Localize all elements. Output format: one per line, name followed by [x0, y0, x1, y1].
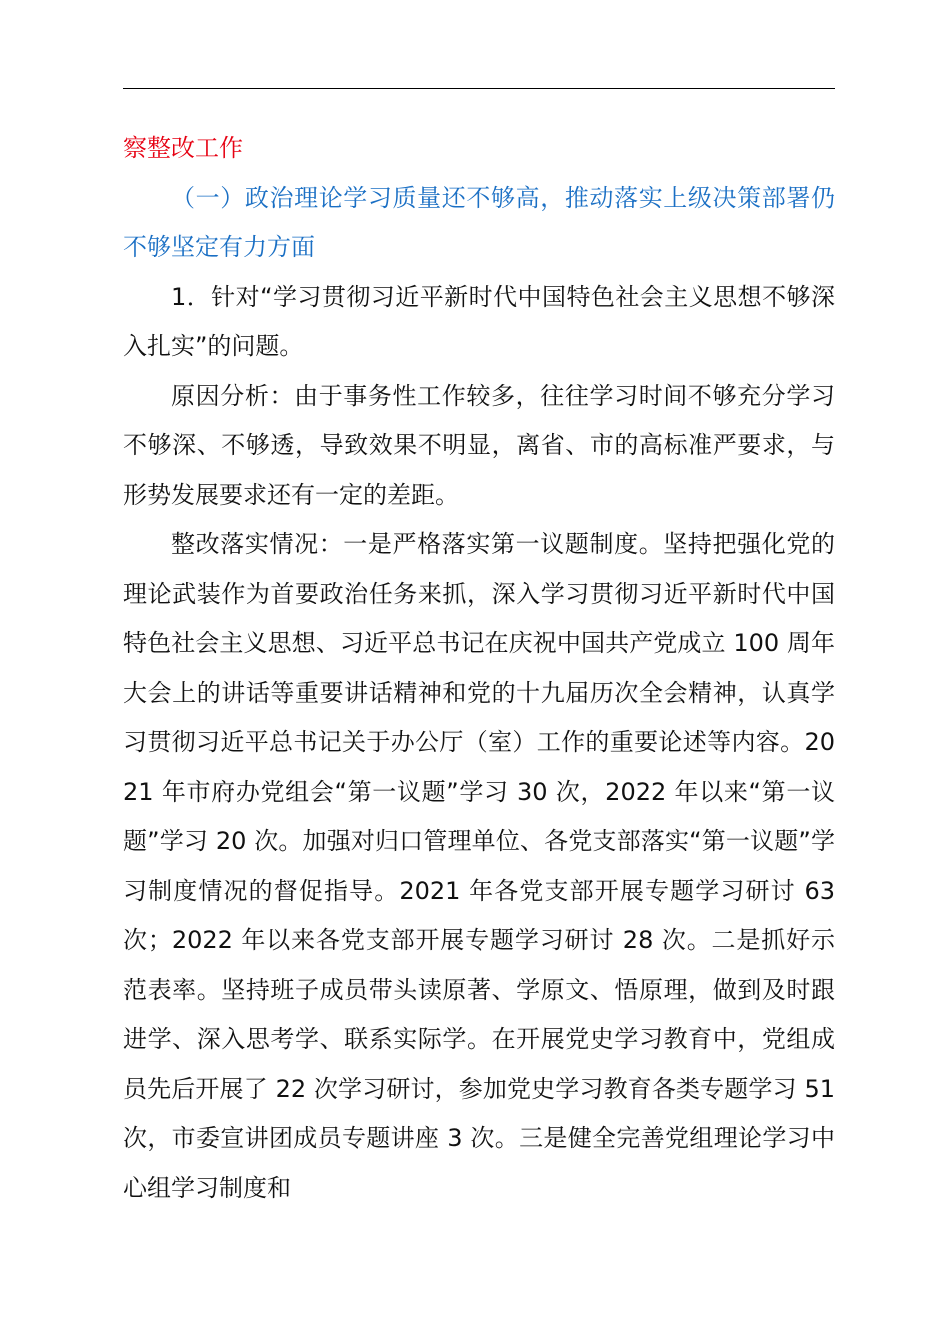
document-body: [123, 124, 835, 1213]
header-rule: [123, 88, 835, 89]
item-title: 1．针对“学习贯彻习近平新时代中国特色社会主义思想不够深入扎实”的问题。: [123, 282, 835, 360]
continued-heading: 察整改工作: [123, 134, 243, 162]
rectification-paragraph: 整改落实情况：一是严格落实第一议题制度。坚持把强化党的理论武装作为首要政治任务来抓，深入学习贯彻习近平新时代中国特色社会主义思想、习近平总书记在庆祝中国共产党成立 100 周年大会上的讲话等重要讲话精神和党的十九届历次全会精神，认真学习贯彻习近平总书记关于办公厅（室）工作的重要论述等内容。2021 年市府办党组会“第一议题”学习 30 次，2022 年以来“第一议题”学习 20 次。加强对归口管理单位、各党支部落实“第一议题”学习制度情况的督促指导。2021 年各党支部开展专题学习研讨 63 次；2022 年以来各党支部开展专题学习研讨 28 次。二是抓好示范表率。坚持班子成员带头读原著、学原文、悟原理，做到及时跟进学、深入思考学、联系实际学。在开展党史学习教育中，党组成员先后开展了 22 次学习研讨，参加党史学习教育各类专题学习 51 次，市委宣讲团成员专题讲座 3 次。三是健全完善党组理论学习中心组学习制度和: [123, 530, 835, 1202]
section-heading: （一）政治理论学习质量还不够高，推动落实上级决策部署仍不够坚定有力方面: [123, 183, 835, 261]
cause-analysis-paragraph: 原因分析：由于事务性工作较多，往往学习时间不够充分学习不够深、不够透，导致效果不明显，离省、市的高标准严要求，与形势发展要求还有一定的差距。: [123, 381, 835, 509]
